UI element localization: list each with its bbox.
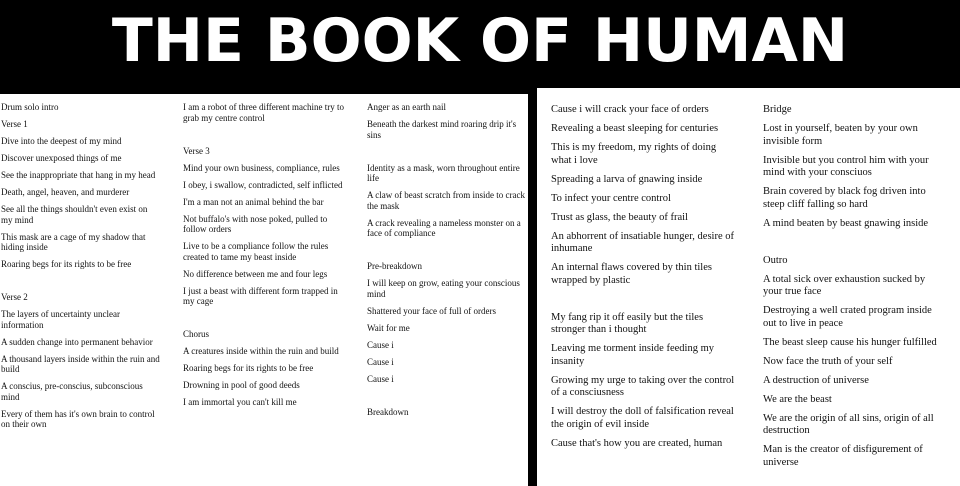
lyric-line: Trust as glass, the beauty of frail xyxy=(551,211,688,223)
lyric-line: We are the origin of all sins, origin of all destruction xyxy=(763,412,934,436)
lyric-line: This is my freedom, my rights of doing what i love xyxy=(551,142,717,166)
lyric-line: Spreading a larva of gnawing inside xyxy=(551,173,703,185)
section-heading: Verse 1 xyxy=(1,119,28,129)
lyric-line: An internal flaws covered by thin tiles wrapped by plastic xyxy=(551,262,712,286)
lyric-line: Cause i will crack your face of orders xyxy=(551,104,709,115)
lyric-line: Anger as an earth nail xyxy=(367,102,446,112)
lyrics-column-4 xyxy=(551,104,737,457)
lyric-line: Cause i xyxy=(367,373,394,384)
section-heading: Outro xyxy=(763,254,788,266)
lyric-line: Invisible but you control him with your mind with your consciuos xyxy=(763,154,929,178)
section-heading: Chorus xyxy=(183,329,210,339)
blank-line xyxy=(183,130,348,146)
lyric-line: No difference between me and four legs xyxy=(183,268,328,279)
lyric-line: Destroying a well crated program inside out to live in peace xyxy=(763,305,932,329)
lyric-line: Mind your own business, compliance, rules xyxy=(183,162,340,173)
blank-line xyxy=(367,147,527,163)
lyrics-column-3 xyxy=(367,102,527,424)
lyric-line: Cause i xyxy=(367,356,394,367)
blank-line xyxy=(763,237,945,255)
lyric-line: The layers of uncertainty unclear information xyxy=(1,309,120,330)
blank-line xyxy=(367,245,527,261)
lyrics-page-left xyxy=(0,94,528,486)
blank-line xyxy=(183,313,348,329)
lyric-line: We are the beast xyxy=(763,393,832,405)
lyric-line: The beast sleep cause his hunger fulfilled xyxy=(763,336,937,348)
lyrics-column-1 xyxy=(1,102,161,436)
lyric-line: Discover unexposed things of me xyxy=(1,153,122,163)
lyric-line: I am a robot of three different machine try to grab my centre control xyxy=(183,102,345,123)
lyric-line: A crack revealing a nameless monster on a face of compliance xyxy=(367,217,521,238)
lyric-line: I will destroy the doll of falsification reveal the origin of evil inside xyxy=(551,406,734,430)
lyric-line: Roaring begs for its rights to be free xyxy=(183,363,314,373)
lyric-line: Death, angel, heaven, and murderer xyxy=(1,187,130,197)
lyrics-column-5 xyxy=(763,104,945,476)
lyric-line: Man is the creator of disfigurement of universe xyxy=(763,444,923,468)
lyric-line: Now face the truth of your self xyxy=(763,355,893,367)
lyrics-column-2 xyxy=(183,102,348,414)
section-heading: Bridge xyxy=(763,104,792,115)
lyric-line: Identity as a mask, worn throughout entire life xyxy=(367,162,520,183)
section-heading: Verse 2 xyxy=(1,292,28,302)
lyric-line: This mask are a cage of my shadow that hiding inside xyxy=(1,231,146,252)
lyric-line: Drum solo intro xyxy=(1,102,59,112)
lyric-line: Live to be a compliance follow the rules created to tame my beast inside xyxy=(183,241,329,262)
lyric-line: Wait for me xyxy=(367,322,410,333)
lyric-line: Drowning in pool of good deeds xyxy=(183,380,300,390)
lyric-line: I just a beast with different form trapped in my cage xyxy=(183,285,338,306)
lyrics-page-right xyxy=(537,88,960,486)
lyric-line: Leaving me torment inside feeding my insanity xyxy=(551,343,714,367)
lyric-line: My fang rip it off easily but the tiles stronger than i thought xyxy=(551,311,704,335)
lyric-line: See the inappropriate that hang in my head xyxy=(1,170,156,180)
lyric-line: Every of them has it's own brain to control on their own xyxy=(1,408,155,429)
lyric-line: Revealing a beast sleeping for centuries xyxy=(551,123,719,134)
lyric-line: Not buffalo's with nose poked, pulled to follow orders xyxy=(183,213,328,234)
section-heading: Verse 3 xyxy=(183,145,210,156)
lyric-line: A sudden change into permanent behavior xyxy=(1,336,153,347)
lyric-line: An abhorrent of insatiable hunger, desire of inhumane xyxy=(551,230,734,254)
page-title: THE BOOK OF HUMAN xyxy=(111,6,849,76)
lyric-line: A total sick over exhaustion sucked by your true face xyxy=(763,273,926,297)
lyric-line: Growing my urge to taking over the control of a consciusness xyxy=(551,374,735,398)
lyric-line: A creatures inside within the ruin and build xyxy=(183,346,339,356)
lyric-line: Dive into the deepest of my mind xyxy=(1,136,122,146)
lyric-line: To infect your centre control xyxy=(551,192,671,204)
blank-line xyxy=(367,391,527,407)
lyric-line: I'm a man not an animal behind the bar xyxy=(183,196,324,207)
lyric-line: I obey, i swallow, contradicted, self inflicted xyxy=(183,179,343,190)
lyric-line: Lost in yourself, beaten by your own invisible form xyxy=(763,123,918,147)
lyric-line: Shattered your face of full of orders xyxy=(367,305,496,316)
section-heading: Pre-breakdown xyxy=(367,261,422,271)
lyric-line: I will keep on grow, eating your conscious mind xyxy=(367,278,520,299)
lyric-line: A thousand layers inside within the ruin and build xyxy=(1,353,160,374)
lyric-line: Cause that's how you are created, human xyxy=(551,437,723,449)
section-heading: Breakdown xyxy=(367,406,409,417)
lyric-line: Roaring begs for its rights to be free xyxy=(1,259,132,269)
lyric-line: Brain covered by black fog driven into steep cliff falling so hard xyxy=(763,186,926,210)
lyric-line: A mind beaten by beast gnawing inside xyxy=(763,217,929,229)
lyric-line: See all the things shouldn't even exist on my mind xyxy=(1,204,148,225)
lyric-line: A destruction of universe xyxy=(763,374,869,386)
blank-line xyxy=(1,276,161,292)
lyric-line: A claw of beast scratch from inside to crack the mask xyxy=(367,190,525,211)
blank-line xyxy=(551,294,737,312)
lyric-line: Beneath the darkest mind roaring drip it's sins xyxy=(367,119,517,140)
lyric-line: I am immortal you can't kill me xyxy=(183,397,297,407)
lyric-line: Cause i xyxy=(367,339,394,350)
lyric-line: A conscius, pre-conscius, subconscious mind xyxy=(1,381,143,402)
